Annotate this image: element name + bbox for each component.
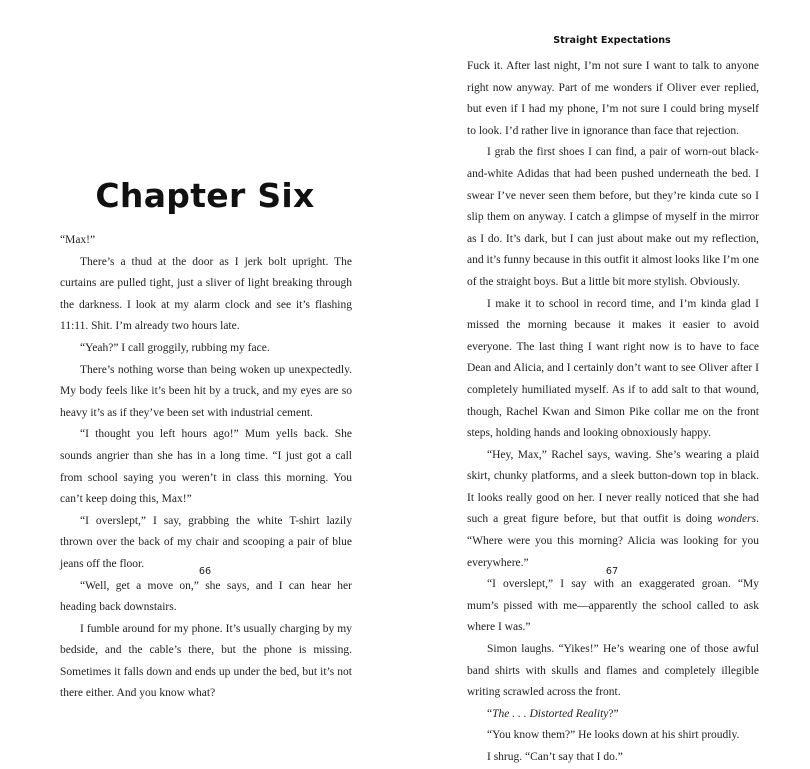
page-number: 66 (198, 566, 212, 577)
page-number: 67 (605, 566, 619, 577)
text-run: “ (487, 707, 493, 720)
text-run: “Hey, Max,” Rachel says, waving. She’s wearing a plaid skirt, chunky platforms, and a sleek button-down top in black. It looks really good on her. I never really noticed that she had such a great figure before, but that outfit is doing (467, 448, 759, 526)
paragraph (467, 445, 759, 575)
right-page-body (467, 56, 759, 769)
paragraph: I shrug. “Can’t say that I do.” (487, 751, 623, 763)
paragraph: “Well, get a move on,” she says, and I can hear her heading back downstairs. (60, 579, 352, 614)
paragraph: Simon laughs. “Yikes!” He’s wearing one of those awful band shirts with skulls and flames and completely illegible writing scrawled across the front. (467, 643, 759, 699)
text-run: . “Where were you this morning? Alicia was looking for you everywhere.” (467, 513, 759, 569)
emphasis: The . . . Distorted Reality (492, 707, 609, 720)
paragraph: “You know them?” He looks down at his shirt proudly. (487, 729, 740, 742)
chapter-title: Chapter Six (95, 176, 315, 215)
paragraph: There’s nothing worse than being woken up unexpectedly. My body feels like it’s been hit by a truck, and my eyes are so heavy it’s as if they’ve been set with industrial cement. (60, 363, 352, 419)
paragraph: “I overslept,” I say, grabbing the white T-shirt lazily thrown over the back of my chair and scooping a pair of blue jeans off the floor. (60, 514, 352, 570)
paragraph: Fuck it. After last night, I’m not sure I want to talk to anyone right now anyway. Part of me wonders if Oliver ever replied, but even if I had my phone, I’m not sure I could bring myself to look. I’d rather live in ignorance than face that rejection. (467, 60, 759, 137)
left-page (0, 0, 405, 700)
paragraph: I grab the first shoes I can find, a pair of worn-out black-and-white Adidas that had been pushed underneath the bed. I swear I’ve never seen them before, but they’re kinda cute so I slip them on anyway. I catch a glimpse of myself in the mirror as I do. It’s dark, but I can just about make out my reflection, and it’s funny because in this outfit it almost looks like I’m one of the straight boys. But a little bit more stylish. Obviously. (467, 146, 759, 288)
emphasis: wonders (717, 513, 757, 526)
paragraph: “I thought you left hours ago!” Mum yells back. She sounds angrier than she has in a long time. “I just got a call from school saying you weren’t in class this morning. You can’t keep doing this, Max!” (60, 428, 352, 506)
paragraph: I fumble around for my phone. It’s usually charging by my bedside, and the cable’s there, but the phone is missing. Sometimes it falls down and ends up under the bed, but it’s not there either. And you know what? (60, 622, 352, 700)
right-page (405, 0, 810, 763)
paragraph: “I overslept,” I say with an exaggerated groan. “My mum’s pissed with me—apparently the school called to ask where I was.” (467, 578, 759, 634)
paragraph (467, 704, 759, 726)
running-head: Straight Expectations (553, 35, 671, 46)
text-run: ?” (608, 707, 619, 720)
left-page-body (60, 230, 352, 705)
paragraph: I make it to school in record time, and I’m kinda glad I missed the morning because it makes it easier to avoid everyone. The last thing I want right now is to have to face Dean and Alicia, and I certainly don’t want to see Oliver after I completely humiliated myself. As if to add salt to that wound, though, Rachel Kwan and Simon Pike collar me on the front steps, holding hands and looking obnoxiously happy. (467, 297, 759, 440)
paragraph: There’s a thud at the door as I jerk bolt upright. The curtains are pulled tight, just a sliver of light breaking through the darkness. I look at my alarm clock and see it’s flashing 11:11. Shit. I’m already two hours late. (60, 255, 352, 333)
paragraph: “Max!” (60, 234, 96, 246)
paragraph: “Yeah?” I call groggily, rubbing my face. (80, 341, 270, 354)
